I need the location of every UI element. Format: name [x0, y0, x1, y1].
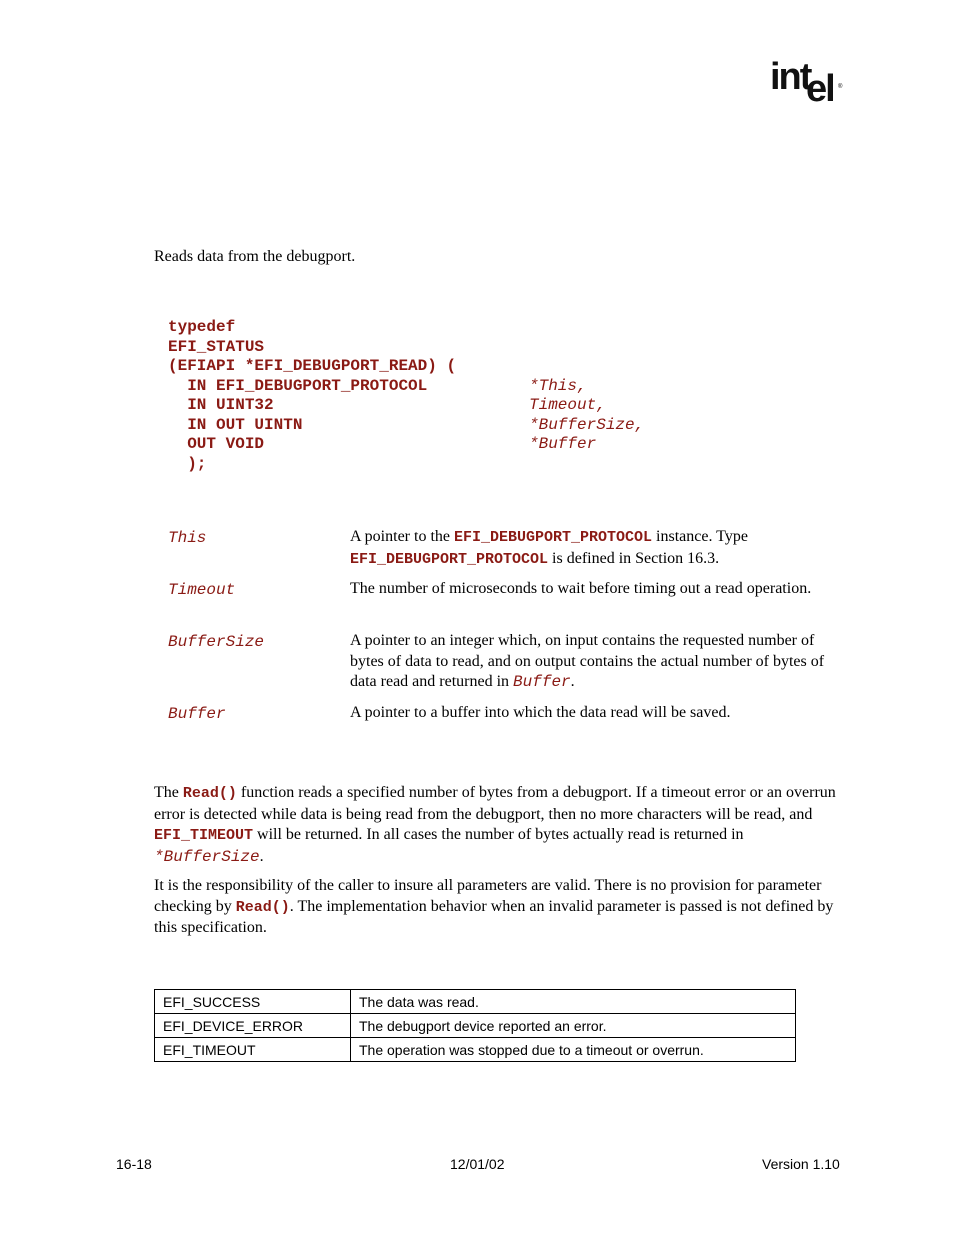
- footer-date: 12/01/02: [450, 1156, 505, 1172]
- code-variable: *BufferSize: [154, 847, 260, 866]
- code-keyword: EFI_DEBUGPORT_PROTOCOL: [350, 550, 549, 568]
- prototype-arg-name: *BufferSize,: [529, 415, 645, 434]
- prototype-type: IN EFI_DEBUGPORT_PROTOCOL: [168, 376, 428, 395]
- parameter-name: Timeout: [168, 581, 236, 599]
- status-code-cell: EFI_DEVICE_ERROR: [155, 1014, 351, 1038]
- parameter-description: [350, 631, 840, 693]
- code-keyword: Read(): [235, 898, 290, 916]
- table-row: [155, 1014, 796, 1038]
- prototype-arg-name: *Buffer: [529, 435, 597, 453]
- prototype-arg-name: Timeout,: [529, 396, 606, 414]
- footer-page-number: 16-18: [116, 1156, 152, 1172]
- text-run: A pointer to a buffer into which the data read will be saved.: [350, 704, 731, 721]
- table-row: [155, 1038, 796, 1062]
- parameter-description: [350, 527, 840, 570]
- logo-text-el: el: [806, 68, 834, 110]
- intel-logo: [770, 56, 846, 110]
- code-keyword: EFI_TIMEOUT: [154, 827, 254, 844]
- description-paragraph-2: [154, 876, 844, 939]
- prototype-type: OUT VOID: [168, 435, 265, 453]
- status-code-cell: EFI_TIMEOUT: [155, 1038, 351, 1062]
- prototype-type: IN OUT UINTN: [168, 415, 303, 434]
- text-run: will be returned. In all cases the number of bytes actually read is returned in: [253, 826, 744, 843]
- text-run: The number of microseconds to wait before timing out a read operation.: [350, 580, 812, 597]
- logo-registered-mark: ®: [838, 84, 843, 90]
- parameter-name: BufferSize: [168, 633, 265, 651]
- prototype-arg-name: *This,: [529, 376, 587, 395]
- text-run: The: [154, 784, 183, 801]
- parameter-name: This: [168, 529, 207, 547]
- prototype-type: EFI_STATUS: [168, 337, 265, 356]
- parameter-description: [350, 579, 840, 600]
- code-variable: Buffer: [513, 673, 571, 691]
- prototype-type: );: [168, 454, 207, 473]
- status-meaning-cell: The operation was stopped due to a timeout or overrun.: [351, 1038, 796, 1062]
- text-run: function reads a specified number of bytes from a debugport. If a timeout error or an overrun error is detected while data is being read from the debugport, then no more characters will be read, and: [154, 784, 836, 823]
- description-paragraph-1: [154, 783, 844, 867]
- text-run: A pointer to an integer which, on input contains the requested number of bytes of data to read, and on output contains the actual number of bytes of data read and returned in: [350, 632, 825, 690]
- summary-text: Reads data from the debugport.: [154, 248, 356, 265]
- table-row: [155, 990, 796, 1014]
- prototype-type: IN UINT32: [168, 396, 274, 414]
- logo-text-int: int: [770, 56, 811, 98]
- prototype-type: typedef: [168, 318, 236, 336]
- status-code-cell: EFI_SUCCESS: [155, 990, 351, 1014]
- text-run: .: [570, 673, 575, 690]
- text-run: . The implementation behavior when an invalid parameter is passed is not defined by this specification.: [154, 897, 834, 936]
- text-run: It is the responsibility of the caller to insure all parameters are valid. There is no provision for parameter checking by: [154, 877, 822, 915]
- parameter-name: Buffer: [168, 705, 226, 723]
- code-keyword: Read(): [182, 785, 237, 802]
- footer-version: Version 1.10: [762, 1156, 840, 1172]
- prototype-type: (EFIAPI *EFI_DEBUGPORT_READ) (: [168, 357, 457, 375]
- text-run: is defined in Section 16.3.: [548, 549, 720, 567]
- text-run: A pointer to the: [350, 528, 454, 545]
- status-meaning-cell: The debugport device reported an error.: [351, 1014, 796, 1038]
- status-meaning-cell: The data was read.: [351, 990, 796, 1014]
- parameter-description: [350, 703, 840, 724]
- code-keyword: EFI_DEBUGPORT_PROTOCOL: [453, 529, 653, 546]
- status-codes-table: [154, 989, 796, 1062]
- text-run: .: [259, 847, 264, 865]
- text-run: instance. Type: [652, 528, 748, 545]
